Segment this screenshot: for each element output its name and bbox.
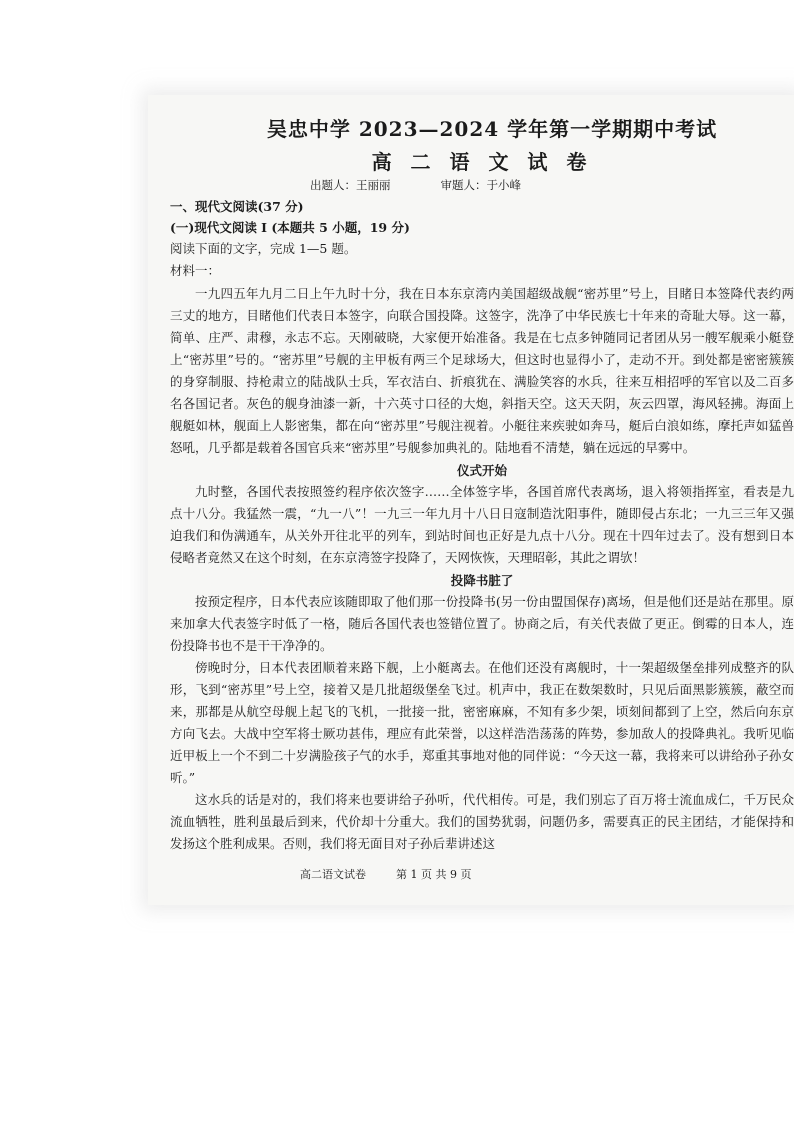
exam-subtitle: 高 二 语 文 试 卷 <box>371 150 593 174</box>
reviewer-label: 审题人：于小峰 <box>440 178 521 192</box>
footer-exam-name: 高二语文试卷 <box>300 868 366 881</box>
section-subheading: (一)现代文阅读 I (本题共 5 小题，19 分) <box>170 220 410 235</box>
authors-line <box>170 177 794 193</box>
material-label: 材料一： <box>170 263 221 278</box>
paragraph-5: 这水兵的话是对的，我们将来也要讲给子孙听，代代相传。可是，我们别忘了百万将士流血成仁，千万民众流血牺牲，胜利虽最后到来，代价却十分重大。我们的国势犹弱，问题仍多，需要真正的民主团结，才能保持和发扬这个胜利成果。否则，我们将无面目对子孙后辈讲述这 <box>170 792 794 851</box>
paragraph-4: 傍晚时分，日本代表团顺着来路下舰，上小艇离去。在他们还没有离舰时，十一架超级堡垒排列成整齐的队形，飞到“密苏里”号上空，接着又是几批超级堡垒飞过。机声中，我正在数架数时，只见后面黑影簇簇，蔽空而来，那都是从航空母舰上起飞的飞机，一批接一批，密密麻麻，不知有多少架，顷刻间都到了上空，然后向东京方向飞去。大战中空军将士厥功甚伟，理应有此荣誉，以这样浩浩荡荡的阵势，参加敌人的投降典礼。我听见临近甲板上一个不到二十岁满脸孩子气的水手，郑重其事地对他的同伴说：“今天这一幕，我将来可以讲给孙子孙女听。” <box>170 660 794 785</box>
reading-instruction: 阅读下面的文字，完成 1—5 题。 <box>170 241 357 256</box>
subsection-title-ceremony: 仪式开始 <box>456 463 507 478</box>
page-footer <box>300 866 471 882</box>
setter-label: 出题人：王丽丽 <box>310 178 391 192</box>
paragraph-3: 按预定程序，日本代表应该随即取了他们那一份投降书(另一份由盟国保存)离场，但是他们还是站在那里。原来加拿大代表签字时低了一格，随后各国代表也签错位置了。协商之后，有关代表做了更正。倒霉的日本人，连份投降书也不是干干净净的。 <box>170 594 794 653</box>
paragraph-2: 九时整，各国代表按照签约程序依次签字……全体签字毕，各国首席代表离场，退入将领指挥室，看表是九点十八分。我猛然一震，“九一八”！一九三一年九月十八日日寇制造沈阳事件，随即侵占东北；一九三三年又强迫我们和伪满通车，从关外开往北平的列车，到站时间也正好是九点十八分。现在十四年过去了。没有想到日本侵略者竟然又在这个时刻，在东京湾签字投降了，天网恢恢，天理昭彰，其此之谓欤！ <box>170 484 794 565</box>
subsection-title-surrender-doc: 投降书脏了 <box>450 573 514 588</box>
section-heading: 一、现代文阅读(37 分) <box>170 199 304 214</box>
document-body <box>170 113 794 855</box>
footer-page-info: 第 1 页 共 9 页 <box>396 868 472 881</box>
exam-title: 吴忠中学 2023—2024 学年第一学期期中考试 <box>266 117 718 141</box>
paragraph-1: 一九四五年九月二日上午九时十分，我在日本东京湾内美国超级战舰“密苏里”号上，目睹日本签降代表约两三丈的地方，目睹他们代表日本签字，向联合国投降。这签字，洗净了中华民族七十年来的奇耻大辱。这一幕，简单、庄严、肃穆，永志不忘。天刚破晓，大家便开始准备。我是在七点多钟随同记者团从另一艘军舰乘小艇登上“密苏里”号的。“密苏里”号舰的主甲板有两三个足球场大，但这时也显得小了，走动不开。到处都是密密簇簇的身穿制服、持枪肃立的陆战队士兵，军衣洁白、折痕犹在、满脸笑容的水兵，往来互相招呼的军官以及二百多名各国记者。灰色的舰身油漆一新，十六英寸口径的大炮，斜指天空。这天天阴，灰云四罩，海风轻拂。海面上舰艇如林，舰面上人影密集，都在向“密苏里”号舰注视着。小艇往来疾驶如奔马，艇后白浪如练，摩托声如猛兽怒吼，几乎都是载着各国官兵来“密苏里”号舰参加典礼的。陆地看不清楚，躺在远远的早雾中。 <box>170 286 794 455</box>
